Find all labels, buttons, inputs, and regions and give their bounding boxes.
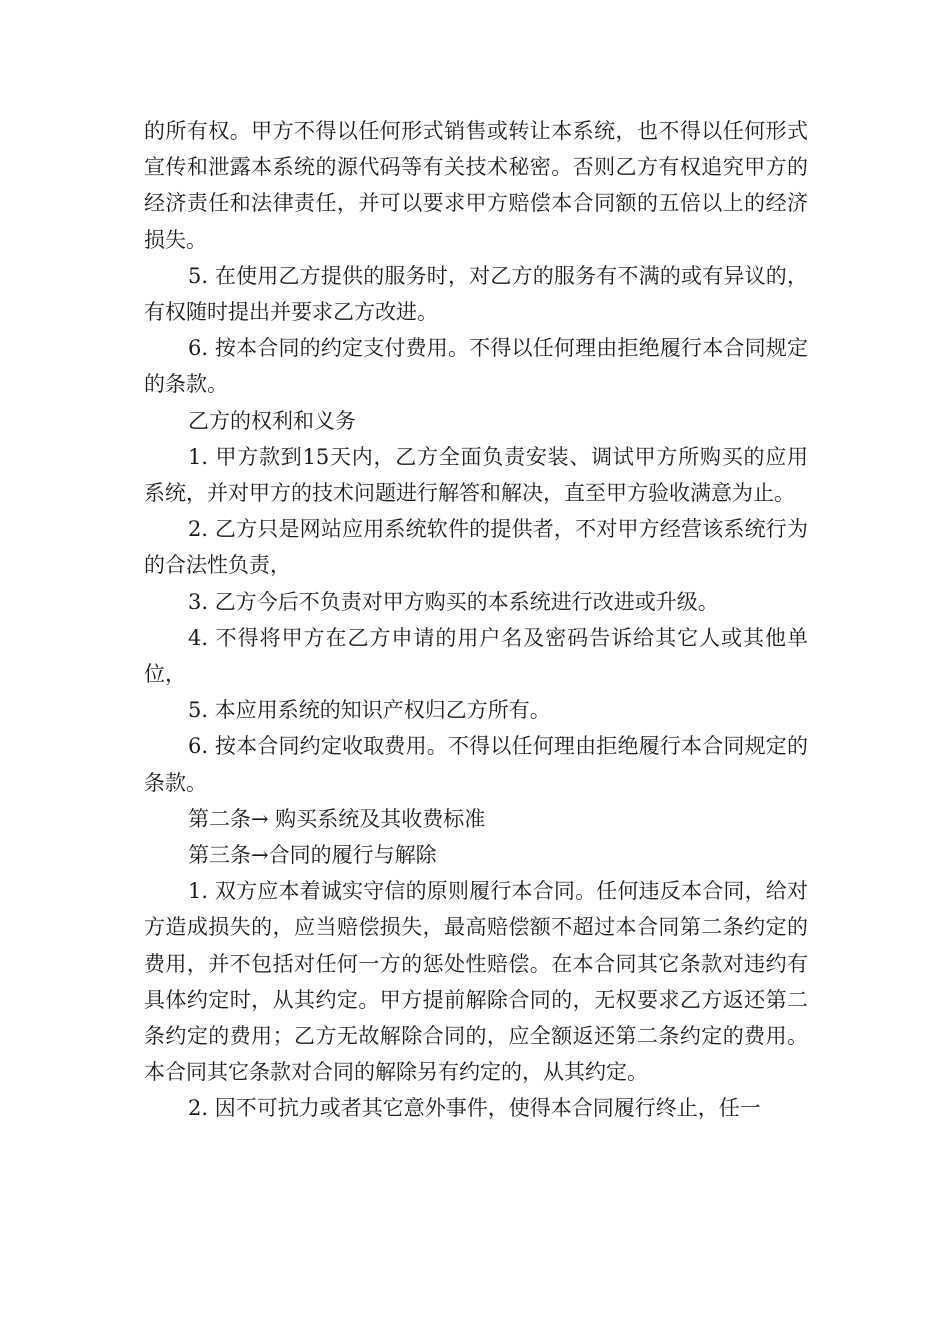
paragraph-party-a-item-6: 6. 按本合同的约定支付费用。不得以任何理由拒绝履行本合同规定的条款。 [144,336,808,397]
paragraph-party-b-item-5: 5. 本应用系统的知识产权归乙方所有。 [188,698,551,723]
paragraph-party-b-item-6: 6. 按本合同约定收取费用。不得以任何理由拒绝履行本合同规定的条款。 [144,734,808,795]
article-3-heading: 第三条→合同的履行与解除 [188,843,437,868]
paragraph-article-3-item-2: 2. 因不可抗力或者其它意外事件，使得本合同履行终止，任一 [188,1096,761,1121]
paragraph-party-b-item-2: 2. 乙方只是网站应用系统软件的提供者，不对甲方经营该系统行为的合法性负责， [144,517,808,578]
paragraph-party-b-item-4: 4. 不得将甲方在乙方申请的用户名及密码告诉给其它人或其他单位， [144,625,808,687]
paragraph-party-b-item-1: 1. 甲方款到15天内，乙方全面负责安装、调试甲方所购买的应用系统，并对甲方的技术问题进行解答和解决，直至甲方验收满意为止。 [144,444,808,506]
paragraph-party-b-item-3: 3. 乙方今后不负责对甲方购买的本系统进行改进或升级。 [188,589,719,614]
document-body [144,113,808,1127]
article-2-heading: 第二条→ 购买系统及其收费标准 [188,806,486,831]
paragraph-ownership-clause: 的所有权。甲方不得以任何形式销售或转让本系统，也不得以任何形式宣传和泄露本系统的源代码等有关技术秘密。否则乙方有权追究甲方的经济责任和法律责任，并可以要求甲方赔偿本合同额的五倍以上的经济损失。 [144,119,808,252]
section-heading-party-b-rights: 乙方的权利和义务 [188,408,356,433]
paragraph-article-3-item-1: 1. 双方应本着诚实守信的原则履行本合同。任何违反本合同，给对方造成损失的，应当赔偿损失，最高赔偿额不超过本合同第二条约定的费用，并不包括对任何一方的惩处性赔偿。在本合同其它条款对违约有具体约定时，从其约定。甲方提前解除合同的，无权要求乙方返还第二条约定的费用；乙方无故解除合同的，应全额返还第二条约定的费用。本合同其它条款对合同的解除另有约定的，从其约定。 [144,879,808,1085]
paragraph-party-a-item-5: 5. 在使用乙方提供的服务时，对乙方的服务有不满的或有异议的，有权随时提出并要求乙方改进。 [144,263,808,325]
